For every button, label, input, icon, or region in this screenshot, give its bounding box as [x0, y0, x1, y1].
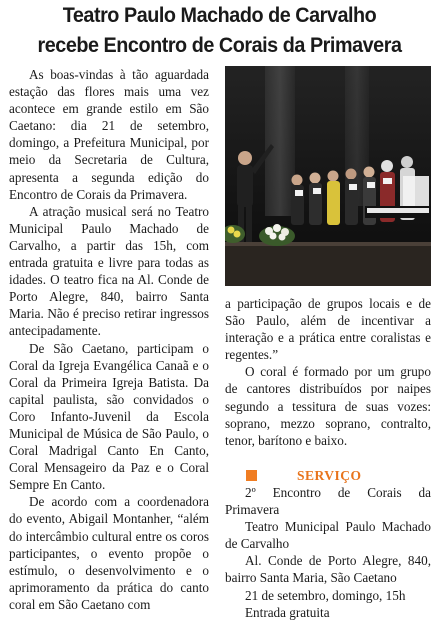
paragraph-intro: As boas-vindas à tão aguardada estação das flores mais uma vez acontece em grande estilo em São Caetano: dia 21 de setembro, domingo, a Prefeitura Municipal, por meio da Secretaria de Cultura, apresenta a segunda edição do Encontro de Corais da Primavera. [9, 67, 209, 202]
paragraph-coordinator-continued: a participação de grupos locais e de São Paulo, além de incentivar a interação e a prática entre coralistas e regentes.” [225, 296, 431, 363]
headline-line-2: recebe Encontro de Corais da Primavera [37, 33, 402, 57]
paragraph-coordinator: De acordo com a coordenadora do evento, Abigail Montanher, “além do intercâmbio cultural entre os coros participantes, o evento propõe o estímulo, o desenvolvimento e o aprimoramento da prática do canto coral em São Caetano com [9, 494, 209, 612]
headline [18, 0, 422, 60]
service-item-date: 21 de setembro, domingo, 15h [245, 587, 406, 603]
service-item-venue: Teatro Municipal Paulo Machado de Carvalho [225, 519, 431, 552]
paragraph-voices: O coral é formado por um grupo de cantores distribuídos por naipes segundo a tessitura de suas vozes: soprano, mezzo soprano, contralto, tenor, barítono e baixo. [225, 364, 431, 448]
service-title: SERVIÇO [297, 467, 362, 483]
orange-square-icon [246, 470, 257, 481]
choir-photo [225, 66, 431, 286]
right-column [225, 295, 431, 621]
service-item-address: Al. Conde de Porto Alegre, 840, bairro Santa Maria, São Caetano [225, 553, 431, 586]
left-column [9, 66, 209, 613]
service-header [225, 467, 431, 484]
headline-line-1: Teatro Paulo Machado de Carvalho [62, 3, 377, 27]
service-item-entry: Entrada gratuita [245, 604, 330, 620]
choir-photo-image [225, 66, 431, 286]
paragraph-participants: De São Caetano, participam o Coral da Igreja Evangélica Canaã e o Coral da Primeira Igreja Batista. Da capital paulista, são convidados o Coro Infanto-Juvenil da Escola Municipal de Música de São Paulo, o Coral Madrigal Canto En Canto, Coral Mensageiro da Paz e o Coral Sempre En Canto. [9, 340, 209, 493]
service-box [225, 467, 431, 621]
paragraph-venue: A atração musical será no Teatro Municipal Paulo Machado de Carvalho, a partir das 15h, com entrada gratuita e livre para todas as idades. O teatro fica na Al. Conde de Porto Alegre, 840, bairro Santa Maria. Não é preciso retirar ingressos antecipadamente. [9, 203, 209, 339]
service-item-event: 2º Encontro de Corais da Primavera [225, 484, 431, 518]
